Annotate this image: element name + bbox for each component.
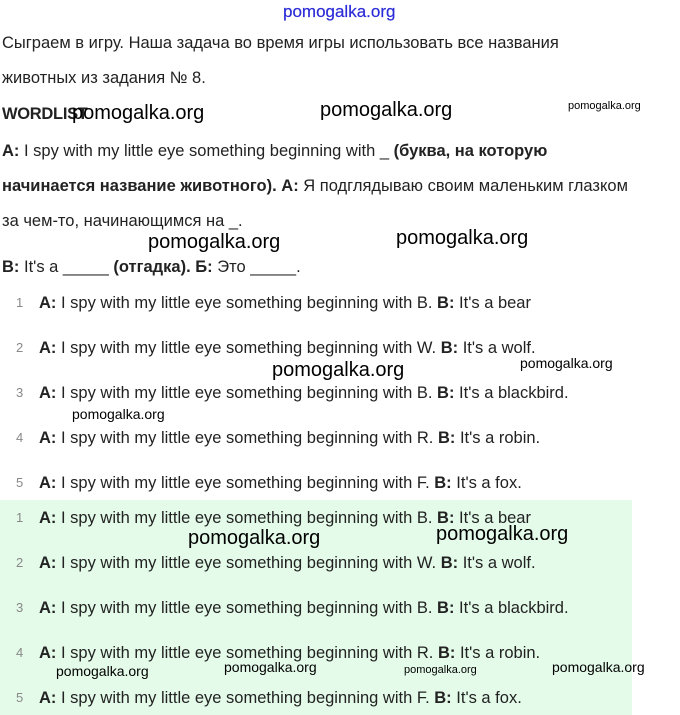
question-text: I spy with my little eye something beginning with B. bbox=[56, 384, 438, 402]
answer-text: It's a wolf. bbox=[458, 339, 536, 357]
watermark: pomogalka.org bbox=[552, 659, 645, 675]
answer-text: It's a fox. bbox=[451, 689, 522, 707]
list-item-text bbox=[39, 292, 531, 314]
question-text: I spy with my little eye something beginning with F. bbox=[56, 689, 435, 707]
speaker-a-label: A: bbox=[39, 429, 57, 447]
list-item-text bbox=[39, 552, 536, 574]
list-item-number: 1 bbox=[16, 510, 24, 525]
intro-line-2: животных из задания № 8. bbox=[2, 69, 206, 87]
speaker-a-label: A: bbox=[39, 689, 57, 707]
watermark: pomogalka.org bbox=[188, 527, 321, 549]
speaker-a-label: A: bbox=[39, 384, 57, 402]
watermark: pomogalka.org bbox=[396, 227, 529, 249]
model-ru-text-1: Я подглядываю своим маленьким глазком bbox=[298, 177, 628, 195]
question-text: I spy with my little eye something beginning with B. bbox=[56, 294, 438, 312]
question-text: I spy with my little eye something beginning with R. bbox=[56, 644, 438, 662]
model-line-3: за чем-то, начинающимся на _. bbox=[2, 212, 243, 230]
speaker-a-label: A: bbox=[39, 554, 57, 572]
answer-text: It's a fox. bbox=[451, 474, 522, 492]
list-item-number: 5 bbox=[16, 475, 24, 490]
speaker-a-label: A: bbox=[39, 294, 57, 312]
question-text: I spy with my little eye something beginning with R. bbox=[56, 429, 438, 447]
speaker-a-label: A: bbox=[39, 644, 57, 662]
list-item-number: 2 bbox=[16, 555, 24, 570]
model-line-2 bbox=[2, 177, 628, 196]
model-ru-b-text: Это _____. bbox=[212, 258, 301, 276]
model-a-hint-cont: начинается название животного) bbox=[2, 177, 273, 195]
speaker-b-label: B: bbox=[434, 689, 452, 707]
list-item-number: 4 bbox=[16, 645, 24, 660]
list-item-text bbox=[39, 687, 522, 709]
speaker-b-label: B: bbox=[437, 294, 455, 312]
list-item-text bbox=[39, 597, 569, 619]
list-item-text bbox=[39, 337, 536, 359]
answer-text: It's a blackbird. bbox=[454, 384, 569, 402]
answer-text: It's a robin. bbox=[455, 644, 541, 662]
speaker-a-label: A: bbox=[39, 474, 57, 492]
watermark: pomogalka.org bbox=[404, 664, 477, 676]
watermark: pomogalka.org bbox=[56, 663, 149, 679]
model-b-text: It's a _____ bbox=[19, 258, 114, 276]
model-a-text: I spy with my little eye something beginning with _ bbox=[19, 142, 394, 160]
question-text: I spy with my little eye something beginning with W. bbox=[56, 339, 441, 357]
speaker-ru-a-label: . А: bbox=[272, 177, 299, 195]
speaker-a-label: A: bbox=[39, 599, 57, 617]
list-item-number: 3 bbox=[16, 385, 24, 400]
speaker-a-label: A: bbox=[39, 339, 57, 357]
list-item-text bbox=[39, 382, 569, 404]
watermark: pomogalka.org bbox=[148, 231, 281, 253]
speaker-b-label: B: bbox=[440, 339, 459, 357]
speaker-a-label: A: bbox=[39, 509, 57, 527]
question-text: I spy with my little eye something beginning with W. bbox=[56, 554, 441, 572]
answer-text: It's a wolf. bbox=[458, 554, 536, 572]
watermark: pomogalka.org bbox=[436, 523, 569, 545]
speaker-b-label: B: bbox=[2, 258, 20, 276]
list-item-number: 5 bbox=[16, 690, 24, 705]
speaker-b-label: B: bbox=[437, 509, 455, 527]
list-item-text bbox=[39, 427, 540, 449]
question-text: I spy with my little eye something beginning with B. bbox=[56, 599, 438, 617]
wordlist-heading: WORDLIST bbox=[2, 105, 88, 123]
watermark: pomogalka.org bbox=[72, 406, 165, 422]
list-item-text bbox=[39, 472, 522, 494]
speaker-b-label: B: bbox=[434, 474, 452, 492]
question-text: I spy with my little eye something beginning with F. bbox=[56, 474, 435, 492]
watermark: pomogalka.org bbox=[224, 659, 317, 675]
speaker-b-label: B: bbox=[437, 644, 456, 662]
watermark: pomogalka.org bbox=[520, 355, 613, 371]
speaker-b-label: B: bbox=[440, 554, 459, 572]
speaker-b-label: B: bbox=[437, 429, 456, 447]
question-text: I spy with my little eye something beginning with B. bbox=[56, 509, 438, 527]
model-b-hint: (отгадка) bbox=[113, 258, 187, 276]
watermark: pomogalka.org bbox=[568, 100, 641, 112]
list-item-number: 4 bbox=[16, 430, 24, 445]
answer-text: It's a robin. bbox=[455, 429, 541, 447]
speaker-ru-b-label: . Б: bbox=[186, 258, 213, 276]
intro-line-1: Сыграем в игру. Наша задача во время игры использовать все названия bbox=[2, 34, 559, 52]
list-item-number: 1 bbox=[16, 295, 24, 310]
answer-text: It's a blackbird. bbox=[454, 599, 569, 617]
model-line-4 bbox=[2, 258, 301, 277]
answer-text: It's a bear bbox=[454, 294, 531, 312]
answer-text: It's a bear bbox=[454, 509, 531, 527]
speaker-a-label: A: bbox=[2, 142, 20, 160]
list-item-number: 3 bbox=[16, 600, 24, 615]
list-item-number: 2 bbox=[16, 340, 24, 355]
watermark: pomogalka.org bbox=[72, 102, 205, 124]
watermark-top: pomogalka.org bbox=[283, 2, 396, 21]
watermark: pomogalka.org bbox=[272, 359, 405, 381]
model-line-1 bbox=[2, 142, 547, 161]
watermark: pomogalka.org bbox=[320, 99, 453, 121]
speaker-b-label: B: bbox=[437, 599, 455, 617]
speaker-b-label: B: bbox=[437, 384, 455, 402]
model-a-hint: (буква, на которую bbox=[393, 142, 548, 160]
